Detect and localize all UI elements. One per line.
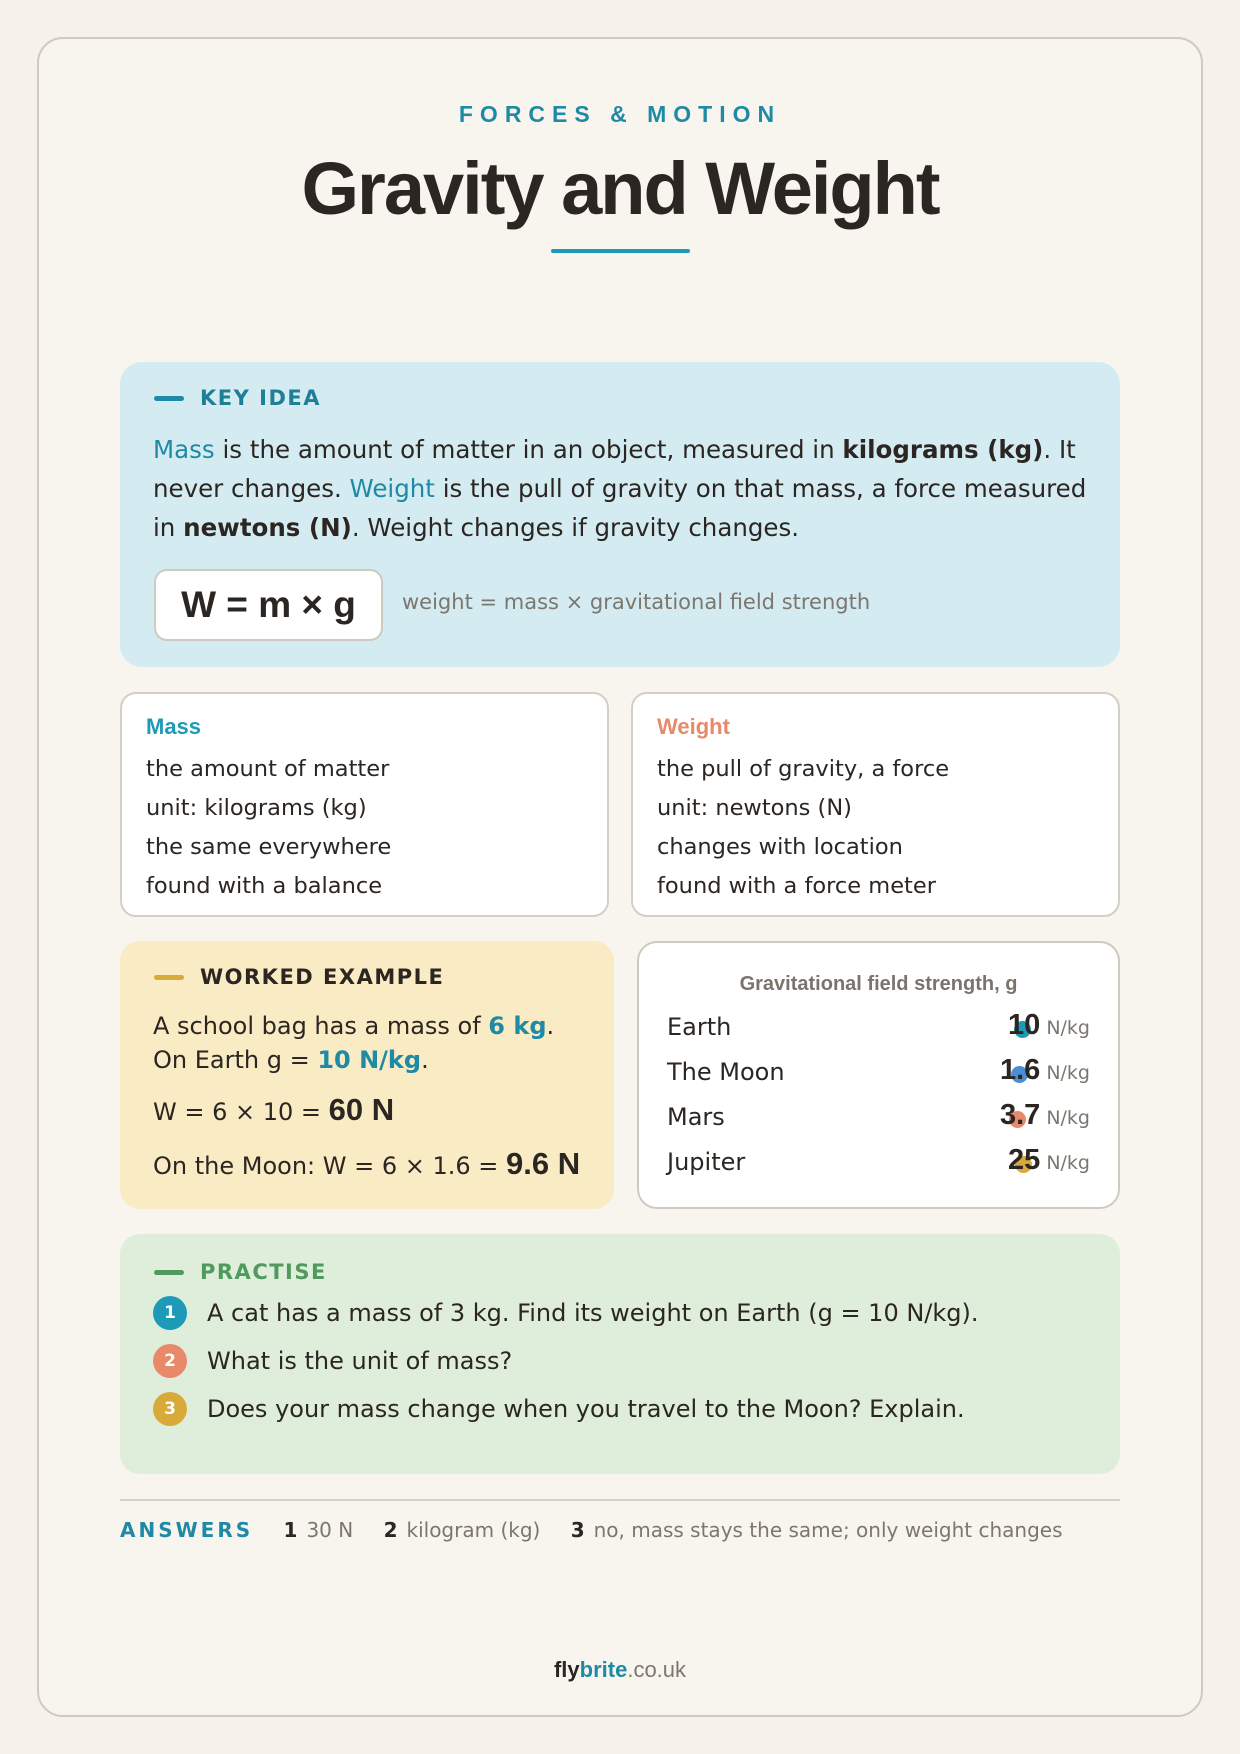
term-weight: Weight [349,474,435,503]
heading-bar [154,1270,184,1275]
brand-part: fly [553,1657,580,1682]
mass-card [120,692,609,917]
question-number-badge: 2 [153,1344,187,1378]
gravity-table-card [637,941,1120,1209]
planet-name: Mars [667,1103,725,1131]
gravity-row [667,1009,1090,1049]
gravity-table-title: Gravitational field strength, g [739,973,1018,995]
planet-name: The Moon [667,1058,785,1086]
heading-bar [154,975,184,980]
key-idea-heading-text: KEY IDEA [200,386,321,410]
heading-bar [154,396,184,401]
term-kilograms: kilograms (kg) [842,435,1044,464]
answer-number: 3 [570,1518,585,1542]
topic-kicker: FORCES & MOTION [458,101,782,127]
weight-fact: unit: newtons (N) [657,795,852,821]
mass-fact: unit: kilograms (kg) [146,795,367,821]
question-text: A cat has a mass of 3 kg. Find its weight on Earth (g = 10 N/kg). [207,1299,979,1327]
mass-fact: the same everywhere [146,834,392,860]
key-idea-panel [120,362,1120,667]
formula-note: weight = mass × gravitational field strength [402,590,871,614]
planet-name: Earth [667,1013,732,1041]
brand-part: brite [579,1657,628,1682]
title-underline [551,249,690,253]
mass-fact: found with a balance [146,873,383,899]
weight-fact: changes with location [657,834,903,860]
answer-text: no, mass stays the same; only weight changes [593,1518,1063,1542]
practise-question [153,1344,512,1378]
gravity-row [667,1144,1090,1184]
answers-divider [120,1499,1120,1501]
question-number-badge: 1 [153,1296,187,1330]
worked-example-heading-text: WORKED EXAMPLE [200,965,445,989]
worked-text: On the Moon: W = 6 × 1.6 = [153,1152,507,1180]
weight-card-lines [657,750,949,906]
key-idea-text [153,430,1093,547]
term-mass: Mass [153,435,215,464]
g-value [1000,1054,1090,1087]
worked-result: 9.6 N [506,1146,581,1181]
worked-text: . [546,1012,555,1040]
g-value [1000,1099,1090,1132]
answer-text: 30 N [306,1518,354,1542]
planet-name: Jupiter [667,1148,746,1176]
worked-value: 10 N/kg [317,1046,422,1074]
g-unit: N/kg [1046,1107,1090,1129]
worked-line-1 [153,1012,554,1040]
mass-card-title: Mass [146,714,202,739]
practise-question [153,1296,979,1330]
worked-text: A school bag has a mass of [153,1012,489,1040]
worked-example-panel [120,941,614,1209]
weight-fact: found with a force meter [657,873,936,899]
mass-fact: the amount of matter [146,756,390,782]
g-value [1008,1144,1090,1177]
g-number: 25 [1008,1144,1041,1176]
g-unit: N/kg [1046,1152,1090,1174]
practise-panel [120,1234,1120,1474]
worked-text: W = 6 × 10 = [153,1098,329,1126]
practise-heading [154,1260,327,1284]
practise-heading-text: PRACTISE [200,1260,327,1284]
gravity-row [667,1099,1090,1139]
practise-question [153,1392,965,1426]
answer-number: 2 [383,1518,398,1542]
key-text-part: is the pull of gravity on that mass, a force measured in [153,474,1087,542]
worked-line-4 [153,1146,580,1182]
weight-card-title: Weight [657,714,730,739]
g-number: 1.6 [999,1054,1041,1086]
mass-card-lines [146,750,391,906]
key-text-part: is the amount of matter in an object, measured in [214,435,843,464]
answers-label: ANSWERS [120,1518,254,1542]
page-title: Gravity and Weight [301,147,939,230]
g-number: 3.7 [999,1099,1041,1131]
worked-text: On Earth g = [153,1046,318,1074]
g-unit: N/kg [1046,1062,1090,1084]
g-number: 10 [1008,1009,1041,1041]
worked-example-heading [154,965,444,989]
worked-line-3 [153,1092,394,1128]
brand-domain: .co.uk [627,1657,687,1682]
answers-row [120,1518,1087,1542]
term-newtons: newtons (N) [183,513,352,542]
worked-result: 60 N [328,1092,395,1127]
worked-line-2 [153,1046,429,1074]
gravity-row [667,1054,1090,1094]
key-text-part: . Weight changes if gravity changes. [351,513,800,542]
weight-card [631,692,1120,917]
key-idea-heading [154,386,321,410]
answer-number: 1 [283,1518,298,1542]
key-text-part: . It never changes. [153,435,1076,503]
question-number-badge: 3 [153,1392,187,1426]
question-text: Does your mass change when you travel to the Moon? Explain. [207,1395,965,1423]
worked-text: . [421,1046,429,1074]
answer-text: kilogram (kg) [406,1518,541,1542]
weight-fact: the pull of gravity, a force [657,756,950,782]
formula-box: W = m × g [154,569,383,641]
g-unit: N/kg [1046,1017,1090,1039]
worked-value: 6 kg [488,1012,547,1040]
question-text: What is the unit of mass? [207,1347,513,1375]
footer-brand [0,1657,1240,1683]
g-value [1008,1009,1090,1042]
